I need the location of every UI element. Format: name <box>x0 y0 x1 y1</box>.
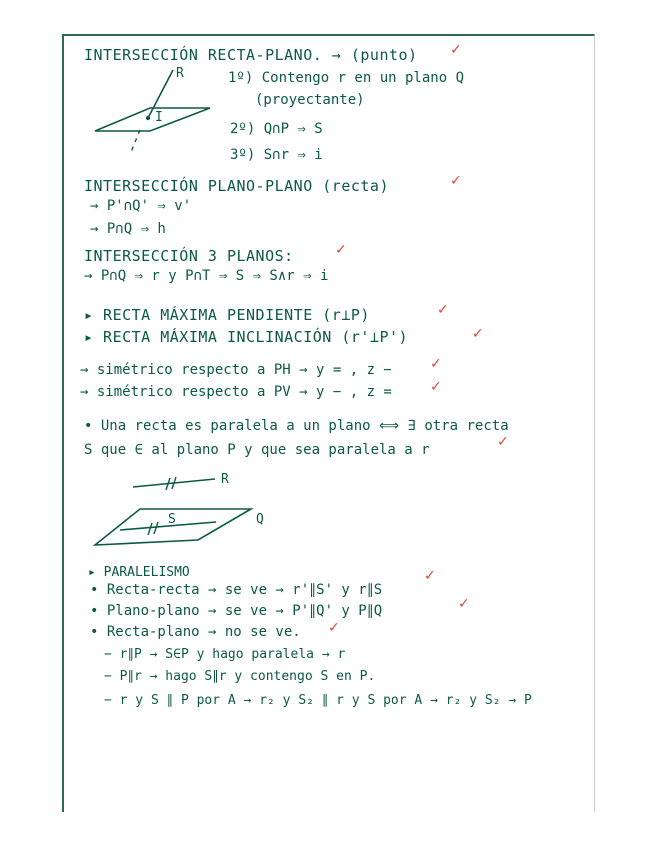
simetrico-ph: → simétrico respecto a PH → y = , z − <box>80 362 392 378</box>
figure1-line-label: R <box>176 66 184 81</box>
checkmark: ✓ <box>335 242 347 258</box>
recta-maxima-inclinacion: ▸ RECTA MÁXIMA INCLINACIÓN (r'⊥P') <box>84 328 409 346</box>
heading-paralelismo: ▸ PARALELISMO <box>88 565 190 580</box>
figure1-point-label: I <box>155 110 163 125</box>
paralela-line-2: S que ∈ al plano P y que sea paralela a r <box>84 442 430 458</box>
checkmark: ✓ <box>458 596 470 612</box>
checkmark: ✓ <box>437 302 449 318</box>
recta-maxima-pendiente: ▸ RECTA MÁXIMA PENDIENTE (r⊥P) <box>84 306 370 324</box>
figure2-inner-label: S <box>168 512 176 527</box>
step-1-note: (proyectante) <box>255 92 365 108</box>
figure2-plane-label: Q <box>256 512 264 527</box>
checkmark: ✓ <box>424 568 436 584</box>
checkmark: ✓ <box>497 434 509 450</box>
step-2: 2º) Q∩P ⇒ S <box>230 121 323 137</box>
checkmark: ✓ <box>430 356 442 372</box>
scan-bottom-margin <box>0 812 655 848</box>
checkmark: ✓ <box>450 173 462 189</box>
checkmark: ✓ <box>430 379 442 395</box>
step-3: 3º) S∩r ⇒ i <box>230 147 323 163</box>
3-planos-line: → P∩Q ⇒ r y P∩T ⇒ S ⇒ S∧r ⇒ i <box>84 268 329 284</box>
recta-plano-case-2: − P∥r → hago S∥r y contengo S en P. <box>104 669 376 684</box>
recta-plano-case-1: − r∥P → S∈P y hago paralela → r <box>104 647 346 662</box>
paralela-line-1: • Una recta es paralela a un plano ⟺ ∃ otra recta <box>84 418 509 434</box>
checkmark: ✓ <box>328 620 340 636</box>
paralelismo-recta-plano: • Recta-plano → no se ve. <box>90 624 301 640</box>
plano-plano-line-2: → P∩Q ⇒ h <box>90 221 166 237</box>
recta-plano-case-3: − r y S ∥ P por A → r₂ y S₂ ∥ r y S por A → r₂ y S₂ → P <box>104 693 532 708</box>
heading-3-planos: INTERSECCIÓN 3 PLANOS: <box>84 247 294 265</box>
step-1: 1º) Contengo r en un plano Q <box>228 70 465 86</box>
heading-recta-plano: INTERSECCIÓN RECTA-PLANO. → (punto) <box>84 46 418 64</box>
checkmark: ✓ <box>472 326 484 342</box>
checkmark: ✓ <box>450 42 462 58</box>
paralelismo-recta-recta: • Recta-recta → se ve → r'∥S' y r∥S <box>90 582 383 598</box>
plano-plano-line-1: → P'∩Q' ⇒ v' <box>90 198 192 214</box>
simetrico-pv: → simétrico respecto a PV → y − , z = <box>80 384 392 400</box>
paralelismo-plano-plano: • Plano-plano → se ve → P'∥Q' y P∥Q <box>90 603 383 619</box>
figure2-line-label: R <box>221 472 229 487</box>
heading-plano-plano: INTERSECCIÓN PLANO-PLANO (recta) <box>84 177 389 195</box>
